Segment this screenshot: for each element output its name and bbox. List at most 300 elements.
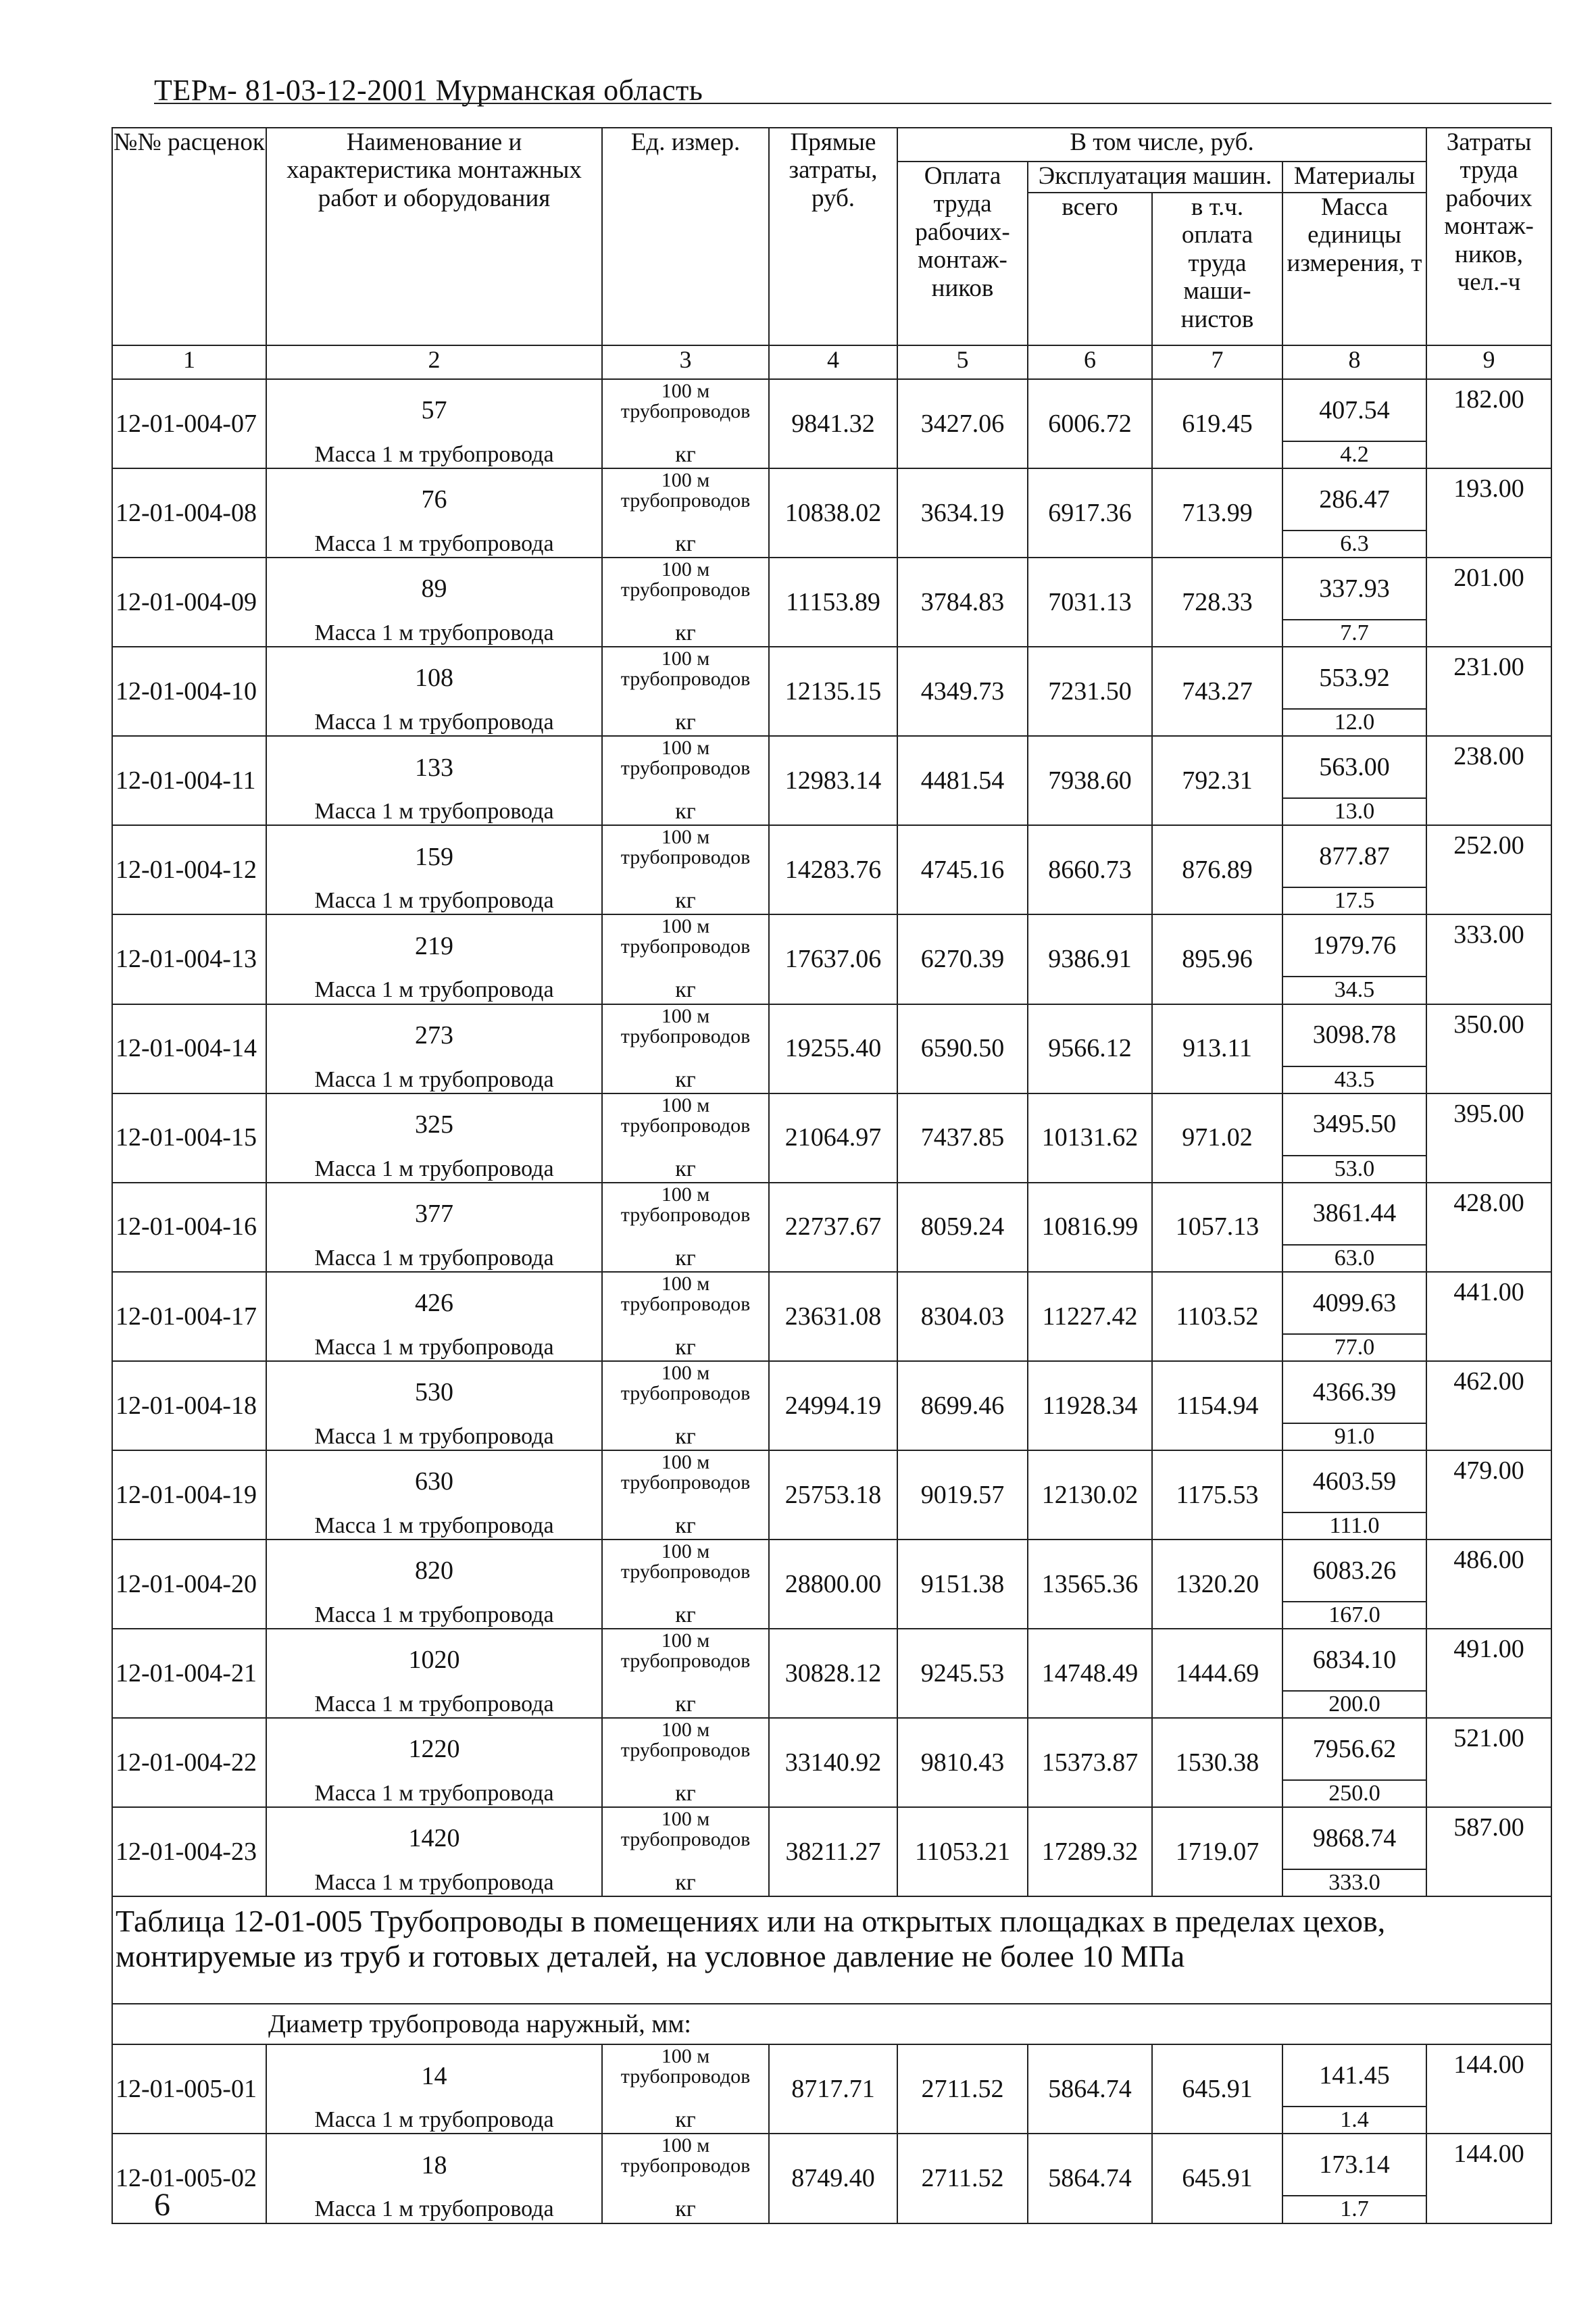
table-row — [112, 2044, 1551, 2107]
unit-cell — [602, 1361, 769, 1423]
mass-unit: кг — [602, 1066, 769, 1093]
table-row — [112, 1450, 1551, 1512]
materials-cost: 4603.59 — [1282, 1450, 1426, 1512]
unit-cell — [602, 736, 769, 798]
mass-value: 91.0 — [1282, 1423, 1426, 1450]
rate-code: 12-01-004-13 — [112, 914, 266, 1004]
rate-code: 12-01-005-01 — [112, 2044, 266, 2134]
pipe-diameter: 76 — [266, 468, 602, 531]
col-header-labor-pay: Оплата труда рабочих-монтаж-ников — [897, 162, 1028, 345]
table-row — [112, 558, 1551, 620]
unit-top: 100 м — [661, 1450, 710, 1473]
mass-label: Масса 1 м трубопровода — [266, 1245, 602, 1272]
labor-hours: 462.00 — [1426, 1361, 1551, 1450]
unit-bottom: трубопроводов — [620, 757, 751, 780]
labor-pay: 7437.85 — [897, 1093, 1028, 1183]
direct-cost: 12135.15 — [769, 647, 897, 736]
table-body-004 — [112, 379, 1551, 1896]
mass-value: 77.0 — [1282, 1334, 1426, 1361]
labor-pay: 9810.43 — [897, 1718, 1028, 1807]
labor-hours: 350.00 — [1426, 1004, 1551, 1093]
column-number: 7 — [1152, 345, 1282, 379]
mass-value: 17.5 — [1282, 887, 1426, 914]
table-row — [112, 647, 1551, 709]
machines-total: 7031.13 — [1028, 558, 1152, 647]
mass-value: 333.0 — [1282, 1869, 1426, 1896]
table-row — [112, 736, 1551, 798]
mass-value: 4.2 — [1282, 441, 1426, 468]
labor-hours: 144.00 — [1426, 2134, 1551, 2223]
direct-cost: 25753.18 — [769, 1450, 897, 1540]
unit-bottom: трубопроводов — [620, 1560, 751, 1583]
column-number: 1 — [112, 345, 266, 379]
direct-cost: 21064.97 — [769, 1093, 897, 1183]
mass-unit: кг — [602, 531, 769, 558]
col-header-code: №№ расценок — [112, 128, 266, 345]
labor-hours: 428.00 — [1426, 1183, 1551, 1272]
labor-hours: 491.00 — [1426, 1629, 1551, 1718]
pipe-diameter: 426 — [266, 1272, 602, 1334]
machines-labor: 743.27 — [1152, 647, 1282, 736]
mass-value: 1.7 — [1282, 2196, 1426, 2223]
unit-bottom: трубопроводов — [620, 2065, 751, 2088]
machines-total: 11928.34 — [1028, 1361, 1152, 1450]
machines-total: 15373.87 — [1028, 1718, 1152, 1807]
unit-top: 100 м — [661, 826, 710, 849]
direct-cost: 23631.08 — [769, 1272, 897, 1361]
unit-bottom: трубопроводов — [620, 400, 751, 422]
rate-code: 12-01-004-09 — [112, 558, 266, 647]
labor-pay: 9245.53 — [897, 1629, 1028, 1718]
unit-top: 100 м — [661, 737, 710, 760]
labor-pay: 9151.38 — [897, 1540, 1028, 1629]
price-table-sheet — [111, 127, 1551, 2224]
mass-value: 6.3 — [1282, 531, 1426, 558]
col-header-mass: Масса единицы измерения, т — [1282, 193, 1426, 345]
machines-labor: 1320.20 — [1152, 1540, 1282, 1629]
column-number: 2 — [266, 345, 602, 379]
unit-bottom: трубопроводов — [620, 1025, 751, 1048]
pipe-diameter: 530 — [266, 1361, 602, 1423]
unit-cell — [602, 1629, 769, 1691]
machines-labor: 1530.38 — [1152, 1718, 1282, 1807]
mass-label: Масса 1 м трубопровода — [266, 531, 602, 558]
materials-cost: 4366.39 — [1282, 1361, 1426, 1423]
mass-label: Масса 1 м трубопровода — [266, 1780, 602, 1807]
materials-cost: 173.14 — [1282, 2134, 1426, 2196]
materials-cost: 3098.78 — [1282, 1004, 1426, 1066]
direct-cost: 22737.67 — [769, 1183, 897, 1272]
materials-cost: 7956.62 — [1282, 1718, 1426, 1780]
col-header-machines: Эксплуатация машин. — [1028, 162, 1282, 193]
unit-top: 100 м — [661, 1540, 710, 1563]
unit-cell — [602, 1093, 769, 1156]
table-row — [112, 468, 1551, 531]
machines-labor: 792.31 — [1152, 736, 1282, 825]
pipe-diameter: 108 — [266, 647, 602, 709]
mass-unit: кг — [602, 977, 769, 1004]
table-row — [112, 1540, 1551, 1602]
unit-bottom: трубопроводов — [620, 1471, 751, 1494]
machines-total: 6006.72 — [1028, 379, 1152, 468]
pipe-diameter: 159 — [266, 825, 602, 887]
table-row — [112, 1807, 1551, 1869]
column-number: 3 — [602, 345, 769, 379]
table-row — [112, 1093, 1551, 1156]
mass-unit: кг — [602, 1334, 769, 1361]
table-row — [112, 2134, 1551, 2196]
column-number: 5 — [897, 345, 1028, 379]
col-header-labor-cost: Затраты труда рабочих монтаж-ников, чел.-ч — [1426, 128, 1551, 345]
labor-hours: 231.00 — [1426, 647, 1551, 736]
mass-label: Масса 1 м трубопровода — [266, 1691, 602, 1718]
rate-code: 12-01-004-15 — [112, 1093, 266, 1183]
unit-cell — [602, 1450, 769, 1512]
materials-cost: 337.93 — [1282, 558, 1426, 620]
unit-bottom: трубопроводов — [620, 578, 751, 601]
machines-labor: 876.89 — [1152, 825, 1282, 914]
direct-cost: 8749.40 — [769, 2134, 897, 2223]
pipe-diameter: 630 — [266, 1450, 602, 1512]
pipe-diameter: 1420 — [266, 1807, 602, 1869]
mass-value: 200.0 — [1282, 1691, 1426, 1718]
mass-unit: кг — [602, 798, 769, 825]
mass-label: Масса 1 м трубопровода — [266, 2196, 602, 2223]
machines-total: 7938.60 — [1028, 736, 1152, 825]
unit-cell — [602, 825, 769, 887]
machines-labor: 645.91 — [1152, 2134, 1282, 2223]
labor-hours: 486.00 — [1426, 1540, 1551, 1629]
unit-top: 100 м — [661, 1004, 710, 1027]
direct-cost: 38211.27 — [769, 1807, 897, 1896]
unit-top: 100 м — [661, 1361, 710, 1384]
table-body-005 — [112, 2044, 1551, 2223]
materials-cost: 9868.74 — [1282, 1807, 1426, 1869]
unit-top: 100 м — [661, 1808, 710, 1831]
machines-total: 7231.50 — [1028, 647, 1152, 736]
direct-cost: 24994.19 — [769, 1361, 897, 1450]
table-row — [112, 1629, 1551, 1691]
mass-unit: кг — [602, 441, 769, 468]
header-rule — [154, 103, 1551, 104]
column-number: 9 — [1426, 345, 1551, 379]
unit-bottom: трубопроводов — [620, 2155, 751, 2177]
col-header-name: Наименование и характеристика монтажных работ и оборудования — [266, 128, 602, 345]
labor-pay: 6270.39 — [897, 914, 1028, 1004]
unit-cell — [602, 1004, 769, 1066]
mass-value: 250.0 — [1282, 1780, 1426, 1807]
labor-hours: 587.00 — [1426, 1807, 1551, 1896]
machines-total: 5864.74 — [1028, 2134, 1152, 2223]
machines-labor: 971.02 — [1152, 1093, 1282, 1183]
unit-bottom: трубопроводов — [620, 1381, 751, 1404]
table-title-block — [112, 1896, 1551, 2044]
unit-bottom: трубопроводов — [620, 489, 751, 512]
unit-top: 100 м — [661, 558, 710, 581]
unit-bottom: трубопроводов — [620, 1650, 751, 1673]
rate-code: 12-01-004-07 — [112, 379, 266, 468]
table-row — [112, 1361, 1551, 1423]
direct-cost: 11153.89 — [769, 558, 897, 647]
machines-labor: 1154.94 — [1152, 1361, 1282, 1450]
rate-code: 12-01-004-14 — [112, 1004, 266, 1093]
unit-cell — [602, 1540, 769, 1602]
rate-code: 12-01-004-17 — [112, 1272, 266, 1361]
col-header-unit: Ед. измер. — [602, 128, 769, 345]
machines-labor: 728.33 — [1152, 558, 1282, 647]
mass-label: Масса 1 м трубопровода — [266, 887, 602, 914]
direct-cost: 17637.06 — [769, 914, 897, 1004]
mass-unit: кг — [602, 1780, 769, 1807]
pipe-diameter: 219 — [266, 914, 602, 977]
rate-code: 12-01-004-23 — [112, 1807, 266, 1896]
unit-bottom: трубопроводов — [620, 668, 751, 691]
unit-top: 100 м — [661, 2045, 710, 2068]
unit-top: 100 м — [661, 469, 710, 492]
materials-cost: 6083.26 — [1282, 1540, 1426, 1602]
materials-cost: 3495.50 — [1282, 1093, 1426, 1156]
unit-cell — [602, 1183, 769, 1245]
pipe-diameter: 325 — [266, 1093, 602, 1156]
mass-value: 7.7 — [1282, 620, 1426, 647]
materials-cost: 6834.10 — [1282, 1629, 1426, 1691]
machines-total: 8660.73 — [1028, 825, 1152, 914]
materials-cost: 1979.76 — [1282, 914, 1426, 977]
machines-total: 9386.91 — [1028, 914, 1152, 1004]
mass-value: 63.0 — [1282, 1245, 1426, 1272]
mass-unit: кг — [602, 1423, 769, 1450]
unit-bottom: трубопроводов — [620, 935, 751, 958]
labor-hours: 144.00 — [1426, 2044, 1551, 2134]
unit-cell — [602, 1272, 769, 1334]
price-table — [111, 127, 1552, 2224]
table-row — [112, 825, 1551, 887]
table-title: Таблица 12-01-005 Трубопроводы в помещениях или на открытых площадках в пределах цехов, монтируемые из труб и готовых деталей, на условное давление не более 10 МПа — [112, 1896, 1551, 2004]
mass-unit: кг — [602, 1602, 769, 1629]
mass-value: 34.5 — [1282, 977, 1426, 1004]
mass-value: 53.0 — [1282, 1156, 1426, 1183]
unit-cell — [602, 1718, 769, 1780]
rate-code: 12-01-004-11 — [112, 736, 266, 825]
direct-cost: 28800.00 — [769, 1540, 897, 1629]
unit-cell — [602, 558, 769, 620]
mass-unit: кг — [602, 887, 769, 914]
mass-unit: кг — [602, 1512, 769, 1540]
page-number: 6 — [154, 2187, 170, 2223]
rate-code: 12-01-004-08 — [112, 468, 266, 558]
unit-cell — [602, 647, 769, 709]
materials-cost: 877.87 — [1282, 825, 1426, 887]
mass-label: Масса 1 м трубопровода — [266, 1066, 602, 1093]
pipe-diameter: 377 — [266, 1183, 602, 1245]
rate-code: 12-01-004-12 — [112, 825, 266, 914]
mass-label: Масса 1 м трубопровода — [266, 1334, 602, 1361]
labor-hours: 521.00 — [1426, 1718, 1551, 1807]
rate-code: 12-01-004-22 — [112, 1718, 266, 1807]
machines-total: 13565.36 — [1028, 1540, 1152, 1629]
labor-hours: 182.00 — [1426, 379, 1551, 468]
labor-hours: 333.00 — [1426, 914, 1551, 1004]
materials-cost: 286.47 — [1282, 468, 1426, 531]
machines-labor: 1057.13 — [1152, 1183, 1282, 1272]
labor-hours: 395.00 — [1426, 1093, 1551, 1183]
labor-pay: 2711.52 — [897, 2134, 1028, 2223]
labor-hours: 201.00 — [1426, 558, 1551, 647]
materials-cost: 553.92 — [1282, 647, 1426, 709]
direct-cost: 8717.71 — [769, 2044, 897, 2134]
labor-pay: 6590.50 — [897, 1004, 1028, 1093]
labor-pay: 3784.83 — [897, 558, 1028, 647]
machines-total: 6917.36 — [1028, 468, 1152, 558]
labor-hours: 479.00 — [1426, 1450, 1551, 1540]
mass-label: Масса 1 м трубопровода — [266, 1602, 602, 1629]
labor-hours: 252.00 — [1426, 825, 1551, 914]
unit-top: 100 м — [661, 1629, 710, 1652]
labor-pay: 4745.16 — [897, 825, 1028, 914]
unit-bottom: трубопроводов — [620, 1292, 751, 1315]
column-numbers-row — [112, 345, 1551, 379]
materials-cost: 141.45 — [1282, 2044, 1426, 2107]
rate-code: 12-01-004-16 — [112, 1183, 266, 1272]
rate-code: 12-01-004-18 — [112, 1361, 266, 1450]
direct-cost: 30828.12 — [769, 1629, 897, 1718]
table-row — [112, 1004, 1551, 1066]
mass-label: Масса 1 м трубопровода — [266, 798, 602, 825]
col-header-materials: Материалы — [1282, 162, 1426, 193]
pipe-diameter: 820 — [266, 1540, 602, 1602]
mass-value: 43.5 — [1282, 1066, 1426, 1093]
labor-pay: 2711.52 — [897, 2044, 1028, 2134]
page-header: ТЕРм- 81-03-12-2001 Мурманская область — [154, 74, 703, 107]
mass-unit: кг — [602, 1691, 769, 1718]
machines-total: 10816.99 — [1028, 1183, 1152, 1272]
mass-unit: кг — [602, 620, 769, 647]
unit-top: 100 м — [661, 380, 710, 402]
labor-pay: 3634.19 — [897, 468, 1028, 558]
mass-unit: кг — [602, 709, 769, 736]
labor-pay: 8304.03 — [897, 1272, 1028, 1361]
direct-cost: 33140.92 — [769, 1718, 897, 1807]
labor-pay: 8699.46 — [897, 1361, 1028, 1450]
table-row — [112, 1272, 1551, 1334]
machines-labor: 713.99 — [1152, 468, 1282, 558]
direct-cost: 14283.76 — [769, 825, 897, 914]
direct-cost: 9841.32 — [769, 379, 897, 468]
mass-unit: кг — [602, 2196, 769, 2223]
pipe-diameter: 133 — [266, 736, 602, 798]
pipe-diameter: 273 — [266, 1004, 602, 1066]
unit-cell — [602, 914, 769, 977]
mass-unit: кг — [602, 2107, 769, 2134]
mass-label: Масса 1 м трубопровода — [266, 2107, 602, 2134]
mass-label: Масса 1 м трубопровода — [266, 620, 602, 647]
table-row — [112, 1718, 1551, 1780]
machines-labor: 619.45 — [1152, 379, 1282, 468]
labor-hours: 238.00 — [1426, 736, 1551, 825]
labor-pay: 9019.57 — [897, 1450, 1028, 1540]
direct-cost: 12983.14 — [769, 736, 897, 825]
mass-label: Масса 1 м трубопровода — [266, 709, 602, 736]
pipe-diameter: 1220 — [266, 1718, 602, 1780]
labor-pay: 4481.54 — [897, 736, 1028, 825]
mass-label: Масса 1 м трубопровода — [266, 1156, 602, 1183]
col-header-including: В том числе, руб. — [897, 128, 1426, 162]
mass-unit: кг — [602, 1869, 769, 1896]
pipe-diameter: 57 — [266, 379, 602, 441]
unit-bottom: трубопроводов — [620, 1828, 751, 1851]
unit-bottom: трубопроводов — [620, 846, 751, 869]
labor-hours: 441.00 — [1426, 1272, 1551, 1361]
mass-unit: кг — [602, 1156, 769, 1183]
unit-cell — [602, 2044, 769, 2107]
materials-cost: 563.00 — [1282, 736, 1426, 798]
labor-pay: 4349.73 — [897, 647, 1028, 736]
rate-code: 12-01-004-21 — [112, 1629, 266, 1718]
col-header-direct: Прямые затраты, руб. — [769, 128, 897, 345]
unit-bottom: трубопроводов — [620, 1203, 751, 1226]
table-row — [112, 914, 1551, 977]
machines-labor: 913.11 — [1152, 1004, 1282, 1093]
rate-code: 12-01-005-02 — [112, 2134, 266, 2223]
unit-cell — [602, 2134, 769, 2196]
machines-labor: 645.91 — [1152, 2044, 1282, 2134]
mass-label: Масса 1 м трубопровода — [266, 1423, 602, 1450]
pipe-diameter: 14 — [266, 2044, 602, 2107]
col-header-machines-labor: в т.ч. оплата труда маши-нистов — [1152, 193, 1282, 345]
unit-top: 100 м — [661, 2134, 710, 2157]
mass-label: Масса 1 м трубопровода — [266, 1869, 602, 1896]
pipe-diameter: 1020 — [266, 1629, 602, 1691]
machines-total: 14748.49 — [1028, 1629, 1152, 1718]
pipe-diameter: 18 — [266, 2134, 602, 2196]
labor-hours: 193.00 — [1426, 468, 1551, 558]
mass-label: Масса 1 м трубопровода — [266, 441, 602, 468]
mass-value: 13.0 — [1282, 798, 1426, 825]
unit-top: 100 м — [661, 915, 710, 938]
unit-top: 100 м — [661, 1183, 710, 1206]
table-subtitle: Диаметр трубопровода наружный, мм: — [112, 2004, 1551, 2044]
mass-value: 1.4 — [1282, 2107, 1426, 2134]
unit-top: 100 м — [661, 1719, 710, 1742]
machines-labor: 1103.52 — [1152, 1272, 1282, 1361]
labor-pay: 3427.06 — [897, 379, 1028, 468]
unit-cell — [602, 379, 769, 441]
machines-labor: 1175.53 — [1152, 1450, 1282, 1540]
mass-unit: кг — [602, 1245, 769, 1272]
unit-top: 100 м — [661, 1093, 710, 1116]
unit-top: 100 м — [661, 647, 710, 670]
machines-labor: 1719.07 — [1152, 1807, 1282, 1896]
pipe-diameter: 89 — [266, 558, 602, 620]
materials-cost: 4099.63 — [1282, 1272, 1426, 1334]
column-number: 8 — [1282, 345, 1426, 379]
unit-cell — [602, 468, 769, 531]
machines-total: 12130.02 — [1028, 1450, 1152, 1540]
machines-total: 5864.74 — [1028, 2044, 1152, 2134]
rate-code: 12-01-004-20 — [112, 1540, 266, 1629]
mass-label: Масса 1 м трубопровода — [266, 977, 602, 1004]
column-number: 6 — [1028, 345, 1152, 379]
rate-code: 12-01-004-10 — [112, 647, 266, 736]
mass-value: 12.0 — [1282, 709, 1426, 736]
mass-label: Масса 1 м трубопровода — [266, 1512, 602, 1540]
machines-labor: 895.96 — [1152, 914, 1282, 1004]
machines-total: 11227.42 — [1028, 1272, 1152, 1361]
mass-value: 167.0 — [1282, 1602, 1426, 1629]
machines-total: 9566.12 — [1028, 1004, 1152, 1093]
unit-bottom: трубопроводов — [620, 1114, 751, 1137]
unit-cell — [602, 1807, 769, 1869]
